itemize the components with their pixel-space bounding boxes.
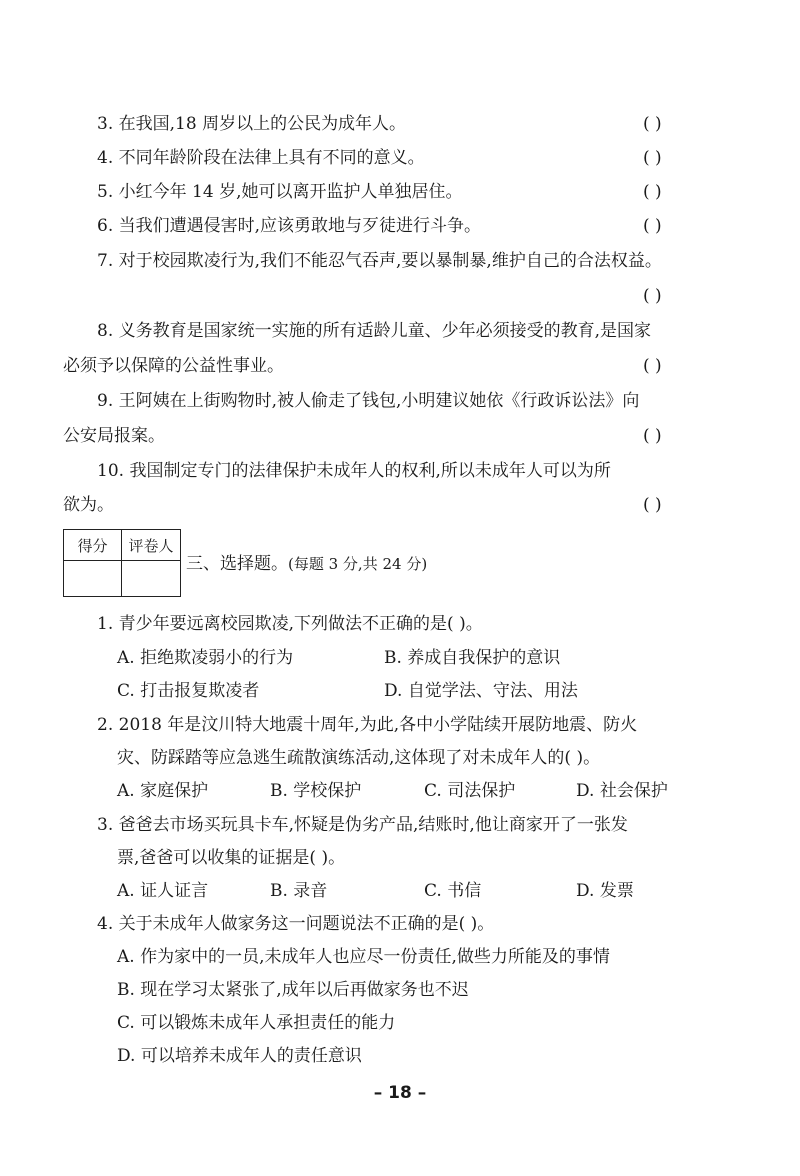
question-4-option-d: D. 可以培养未成年人的责任意识 xyxy=(117,1046,362,1066)
question-2-option-d: D. 社会保护 xyxy=(576,781,668,801)
question-3-option-a: A. 证人证言 xyxy=(117,881,209,901)
question-1-option-d: D. 自觉学法、守法、用法 xyxy=(384,681,578,701)
question-2-option-b: B. 学校保护 xyxy=(270,781,362,801)
question-3-option-b: B. 录音 xyxy=(270,881,328,901)
judge-item-10-line-2: 欲为。 xyxy=(63,495,114,515)
grader-cell xyxy=(122,561,180,596)
answer-paren: ( ) xyxy=(643,216,662,236)
judge-item-7: 7. 对于校园欺凌行为,我们不能忍气吞声,要以暴制暴,维护自己的合法权益。 xyxy=(97,251,662,271)
judge-item-10-line-1: 10. 我国制定专门的法律保护未成年人的权利,所以未成年人可以为所 xyxy=(97,461,611,481)
page-number: – 18 – xyxy=(373,1083,427,1103)
question-3-option-d: D. 发票 xyxy=(576,881,634,901)
answer-paren: ( ) xyxy=(643,148,662,168)
judge-item-8-line-1: 8. 义务教育是国家统一实施的所有适龄儿童、少年必须接受的教育,是国家 xyxy=(97,321,652,341)
section-note: (每题 3 分,共 24 分) xyxy=(288,555,428,573)
judge-item-9-line-2: 公安局报案。 xyxy=(63,426,165,446)
question-1-option-a: A. 拒绝欺凌弱小的行为 xyxy=(117,648,294,668)
question-2-stem-line-1: 2. 2018 年是汶川特大地震十周年,为此,各中小学陆续开展防地震、防火 xyxy=(97,715,638,735)
question-3-option-c: C. 书信 xyxy=(424,881,482,901)
score-label: 得分 xyxy=(64,530,122,561)
section-heading: 三、选择题。 xyxy=(186,554,288,574)
question-2-option-a: A. 家庭保护 xyxy=(117,781,209,801)
judge-item-4: 4. 不同年龄阶段在法律上具有不同的意义。 xyxy=(97,148,425,168)
question-3-stem-line-1: 3. 爸爸去市场买玩具卡车,怀疑是伪劣产品,结账时,他让商家开了一张发 xyxy=(97,815,628,835)
answer-paren: ( ) xyxy=(643,114,662,134)
judge-item-9-line-1: 9. 王阿姨在上街购物时,被人偷走了钱包,小明建议她依《行政诉讼法》向 xyxy=(97,391,640,411)
question-4-option-b: B. 现在学习太紧张了,成年以后再做家务也不迟 xyxy=(117,980,469,1000)
question-3-stem-line-2: 票,爸爸可以收集的证据是( )。 xyxy=(117,848,346,868)
question-2-option-c: C. 司法保护 xyxy=(424,781,516,801)
score-cell xyxy=(64,561,122,596)
question-4-option-a: A. 作为家中的一员,未成年人也应尽一份责任,做些力所能及的事情 xyxy=(117,947,610,967)
answer-paren: ( ) xyxy=(643,426,662,446)
judge-item-8-line-2: 必须予以保障的公益性事业。 xyxy=(63,356,284,376)
answer-paren: ( ) xyxy=(643,182,662,202)
question-2-stem-line-2: 灾、防踩踏等应急逃生疏散演练活动,这体现了对未成年人的( )。 xyxy=(117,748,601,768)
question-1-option-b: B. 养成自我保护的意识 xyxy=(384,648,561,668)
judge-item-3: 3. 在我国,18 周岁以上的公民为成年人。 xyxy=(97,114,407,134)
question-1-option-c: C. 打击报复欺凌者 xyxy=(117,681,260,701)
answer-paren: ( ) xyxy=(643,356,662,376)
judge-item-6: 6. 当我们遭遇侵害时,应该勇敢地与歹徒进行斗争。 xyxy=(97,216,482,236)
answer-paren: ( ) xyxy=(643,495,662,515)
score-table xyxy=(63,529,181,597)
question-4-option-c: C. 可以锻炼未成年人承担责任的能力 xyxy=(117,1013,396,1033)
judge-item-5: 5. 小红今年 14 岁,她可以离开监护人单独居住。 xyxy=(97,182,463,202)
grader-label: 评卷人 xyxy=(122,530,180,561)
question-1-stem: 1. 青少年要远离校园欺凌,下列做法不正确的是( )。 xyxy=(97,614,483,634)
answer-paren: ( ) xyxy=(643,286,662,306)
question-4-stem: 4. 关于未成年人做家务这一问题说法不正确的是( )。 xyxy=(97,914,495,934)
section-title xyxy=(186,553,427,575)
